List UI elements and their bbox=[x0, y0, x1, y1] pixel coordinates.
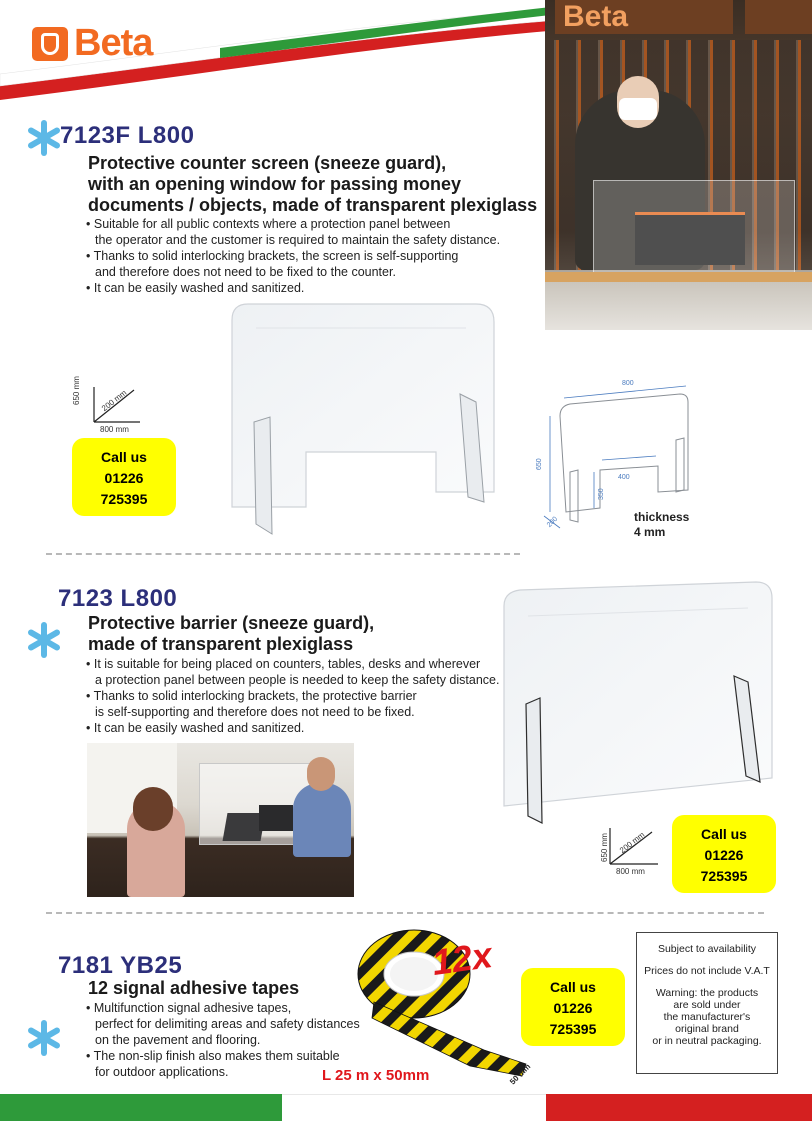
beta-logo bbox=[32, 22, 152, 65]
snowflake-icon bbox=[24, 620, 64, 660]
bullet-text: Thanks to solid interlocking brackets, the screen is self-supporting bbox=[93, 249, 459, 263]
product-title bbox=[88, 153, 537, 216]
woman-hair bbox=[133, 787, 173, 831]
call-us-area-code: 01226 bbox=[104, 470, 144, 486]
product-title-line: documents / objects, made of transparent plexiglass bbox=[88, 195, 538, 215]
dim-depth: 200 mm bbox=[618, 830, 647, 856]
man-head bbox=[307, 757, 335, 791]
footer-flag-red bbox=[546, 1094, 812, 1121]
bullet-text: perfect for delimiting areas and safety distances bbox=[95, 1017, 360, 1031]
shop-sign-text: Beta bbox=[563, 0, 629, 33]
bullet-text: a protection panel between people is needed to keep the safety distance. bbox=[95, 673, 500, 687]
counter-top bbox=[545, 272, 812, 282]
drawing-height-label: 650 bbox=[536, 458, 543, 470]
drawing-width-label: 800 bbox=[622, 380, 634, 387]
bullet-list bbox=[86, 656, 506, 736]
call-us-area-code: 01226 bbox=[553, 1000, 593, 1016]
notice-warning: Warning: the products are sold under the manufacturer's original brand or in neutral packaging. bbox=[652, 987, 762, 1047]
employee-mask bbox=[619, 98, 657, 120]
drawing-window-width-label: 400 bbox=[618, 474, 630, 481]
thickness-value: 4 mm bbox=[634, 525, 666, 539]
section-divider bbox=[46, 912, 764, 914]
thickness-label bbox=[634, 510, 689, 540]
bullet-text: for outdoor applications. bbox=[95, 1065, 229, 1079]
drawing-foot-label: 200 bbox=[546, 515, 560, 529]
call-us-badge[interactable] bbox=[521, 968, 625, 1046]
office-photo bbox=[87, 743, 354, 897]
dim-depth: 200 mm bbox=[100, 388, 129, 414]
bullet-item bbox=[86, 720, 506, 736]
dim-width: 800 mm bbox=[100, 425, 129, 434]
beta-logo-text: Beta bbox=[74, 22, 153, 64]
product-title-line: with an opening window for passing money bbox=[88, 174, 462, 194]
dim-height: 650 mm bbox=[72, 376, 81, 405]
counter-screen-glass bbox=[593, 180, 795, 277]
beta-logo-icon bbox=[32, 27, 68, 61]
laptop-2 bbox=[259, 805, 293, 831]
man-figure bbox=[293, 783, 351, 857]
bullet-text: It can be easily washed and sanitized. bbox=[93, 281, 305, 295]
snowflake-icon bbox=[24, 1018, 64, 1058]
bullet-text: It can be easily washed and sanitized. bbox=[93, 721, 305, 735]
bullet-item bbox=[86, 248, 526, 280]
bullet-text: is self-supporting and therefore does not need to be fixed. bbox=[95, 705, 415, 719]
thickness-caption: thickness bbox=[634, 510, 690, 524]
bullet-item bbox=[86, 688, 506, 720]
product-code: 7181 YB25 bbox=[58, 952, 183, 979]
bullet-item bbox=[86, 656, 506, 688]
call-us-badge[interactable] bbox=[672, 815, 776, 893]
call-us-label: Call us bbox=[701, 826, 747, 842]
drawing-window-height-label: 350 bbox=[598, 488, 605, 500]
section-divider bbox=[46, 553, 520, 555]
footer-flag-white bbox=[282, 1094, 546, 1121]
bullet-item bbox=[86, 280, 526, 296]
call-us-badge[interactable] bbox=[72, 438, 176, 516]
tape-width-label: 50 mm bbox=[508, 1062, 533, 1087]
product-title: 12 signal adhesive tapes bbox=[88, 978, 300, 998]
snowflake-icon bbox=[24, 118, 64, 158]
notice-vat: Prices do not include V.A.T bbox=[644, 965, 770, 977]
barrier-image bbox=[498, 578, 778, 828]
product-code: 7123 L800 bbox=[58, 585, 178, 612]
bullet-text: Multifunction signal adhesive tapes, bbox=[93, 1001, 292, 1015]
bullet-text: The non-slip finish also makes them suitable bbox=[93, 1049, 340, 1063]
bullet-list bbox=[86, 216, 526, 296]
counter-screen-image bbox=[226, 302, 498, 542]
product-title-line: Protective counter screen (sneeze guard), bbox=[88, 153, 447, 173]
product-title-line: Protective barrier (sneeze guard), bbox=[88, 613, 375, 633]
bullet-text: and therefore does not need to be fixed to the counter. bbox=[95, 265, 396, 279]
product-code: 7123F L800 bbox=[60, 122, 195, 149]
shop-sign bbox=[555, 0, 733, 34]
availability-notice bbox=[636, 932, 778, 1074]
call-us-number: 725395 bbox=[549, 1021, 597, 1037]
call-us-label: Call us bbox=[550, 979, 596, 995]
product-title-line: made of transparent plexiglass bbox=[88, 634, 354, 654]
bullet-text: the operator and the customer is required to maintain the safety distance. bbox=[95, 233, 501, 247]
dim-height: 650 mm bbox=[600, 833, 609, 862]
bullet-text: It is suitable for being placed on counters, tables, desks and wherever bbox=[93, 657, 481, 671]
quantity-label: 12x bbox=[429, 934, 495, 983]
footer-flag-green bbox=[0, 1094, 282, 1121]
call-us-number: 725395 bbox=[700, 868, 748, 884]
product-title bbox=[88, 613, 374, 655]
bullet-text: Suitable for all public contexts where a protection panel between bbox=[93, 217, 451, 231]
bullet-item bbox=[86, 216, 526, 248]
bullet-text: Thanks to solid interlocking brackets, the protective barrier bbox=[93, 689, 417, 703]
call-us-label: Call us bbox=[101, 449, 147, 465]
notice-availability: Subject to availability bbox=[657, 943, 757, 955]
bullet-item bbox=[86, 1000, 386, 1048]
call-us-number: 725395 bbox=[100, 491, 148, 507]
dim-width: 800 mm bbox=[616, 867, 645, 876]
tape-size-label: L 25 m x 50mm bbox=[322, 1067, 430, 1084]
shop-sign-2 bbox=[745, 0, 812, 34]
shop-counter-photo bbox=[545, 0, 812, 330]
bullet-text: on the pavement and flooring. bbox=[95, 1033, 261, 1047]
call-us-area-code: 01226 bbox=[704, 847, 744, 863]
